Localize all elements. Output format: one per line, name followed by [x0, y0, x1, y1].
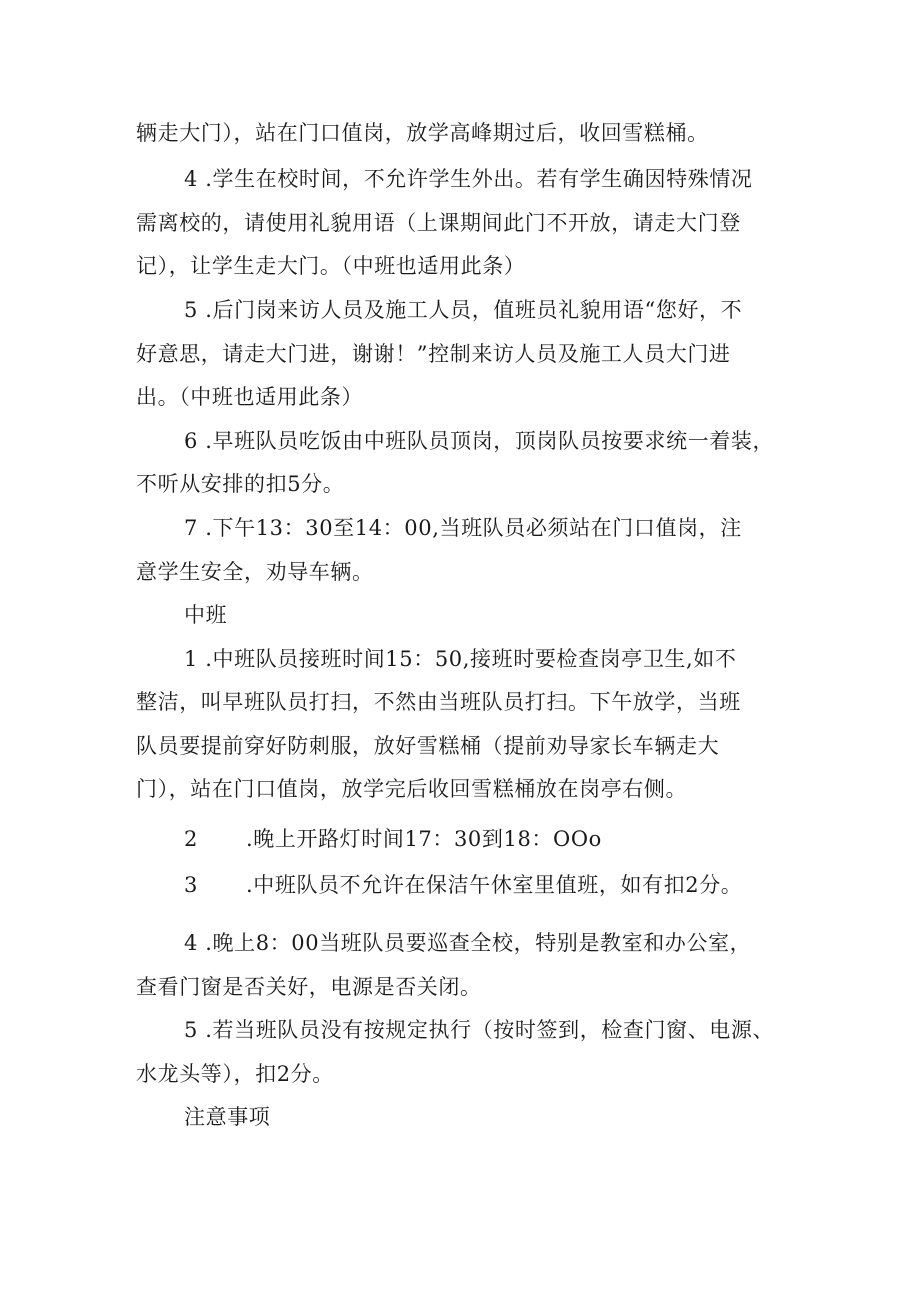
paragraph-line: 需离校的，请使用礼貌用语（上课期间此门不开放，请走大门登 [136, 211, 741, 235]
item-6-line: 6 .早班队员吃饭由中班队员顶岗，顶岗队员按要求统一着装， [184, 429, 775, 453]
paragraph-line: 整洁，叫早班队员打扫，不然由当班队员打扫。下午放学，当班 [136, 690, 741, 714]
paragraph-line: 辆走大门），站在门口值岗，放学高峰期过后，收回雪糕桶。 [136, 121, 709, 145]
paragraph-line: 好意思，请走大门进，谢谢！”控制来访人员及施工人员大门进 [136, 342, 731, 366]
mid-item-1-line: 1 .中班队员接班时间15：50,接班时要检查岗亭卫生,如不 [184, 647, 737, 671]
paragraph-line: 不听从安排的扣5分。 [136, 472, 345, 496]
paragraph-line: 队员要提前穿好防刺服，放好雪糕桶（提前劝导家长车辆走大 [136, 734, 720, 758]
mid-item-4-line: 4 .晚上8：00当班队员要巡查全校，特别是教室和办公室， [184, 931, 752, 955]
item-7-line: 7 .下午13：30至14：00,当班队员必须站在门口值岗，注 [184, 516, 742, 540]
paragraph-line: 出。（中班也适用此条） [136, 385, 364, 409]
paragraph-line: 意学生安全，劝导车辆。 [136, 560, 374, 584]
paragraph-line: 水龙头等），扣2分。 [136, 1062, 334, 1086]
mid-item-5-line: 5 .若当班队员没有按规定执行（按时签到，检查门窗、电源、 [184, 1018, 775, 1042]
paragraph-line: 记），让学生走大门。（中班也适用此条） [136, 254, 526, 278]
item-text: .中班队员不允许在保洁午休室里值班，如有扣2分。 [245, 873, 743, 897]
item-number: 2 [184, 827, 198, 851]
paragraph-line: 查看门窗是否关好，电源是否关闭。 [136, 975, 482, 999]
section-heading-middle-shift: 中班 [184, 603, 228, 627]
item-number: 3 [184, 873, 198, 897]
item-text: .晚上开路灯时间17：30到18：OOo [245, 827, 602, 851]
item-4-line: 4 .学生在校时间，不允许学生外出。若有学生确因特殊情况 [184, 167, 753, 191]
section-heading-notes: 注意事项 [184, 1105, 271, 1129]
paragraph-line: 门），站在门口值岗，放学完后收回雪糕桶放在岗亭右侧。 [136, 777, 688, 801]
mid-item-2-line [184, 824, 816, 854]
item-5-line: 5 .后门岗来访人员及施工人员，值班员礼貌用语“您好，不 [184, 298, 743, 322]
mid-item-3-line [184, 870, 816, 900]
